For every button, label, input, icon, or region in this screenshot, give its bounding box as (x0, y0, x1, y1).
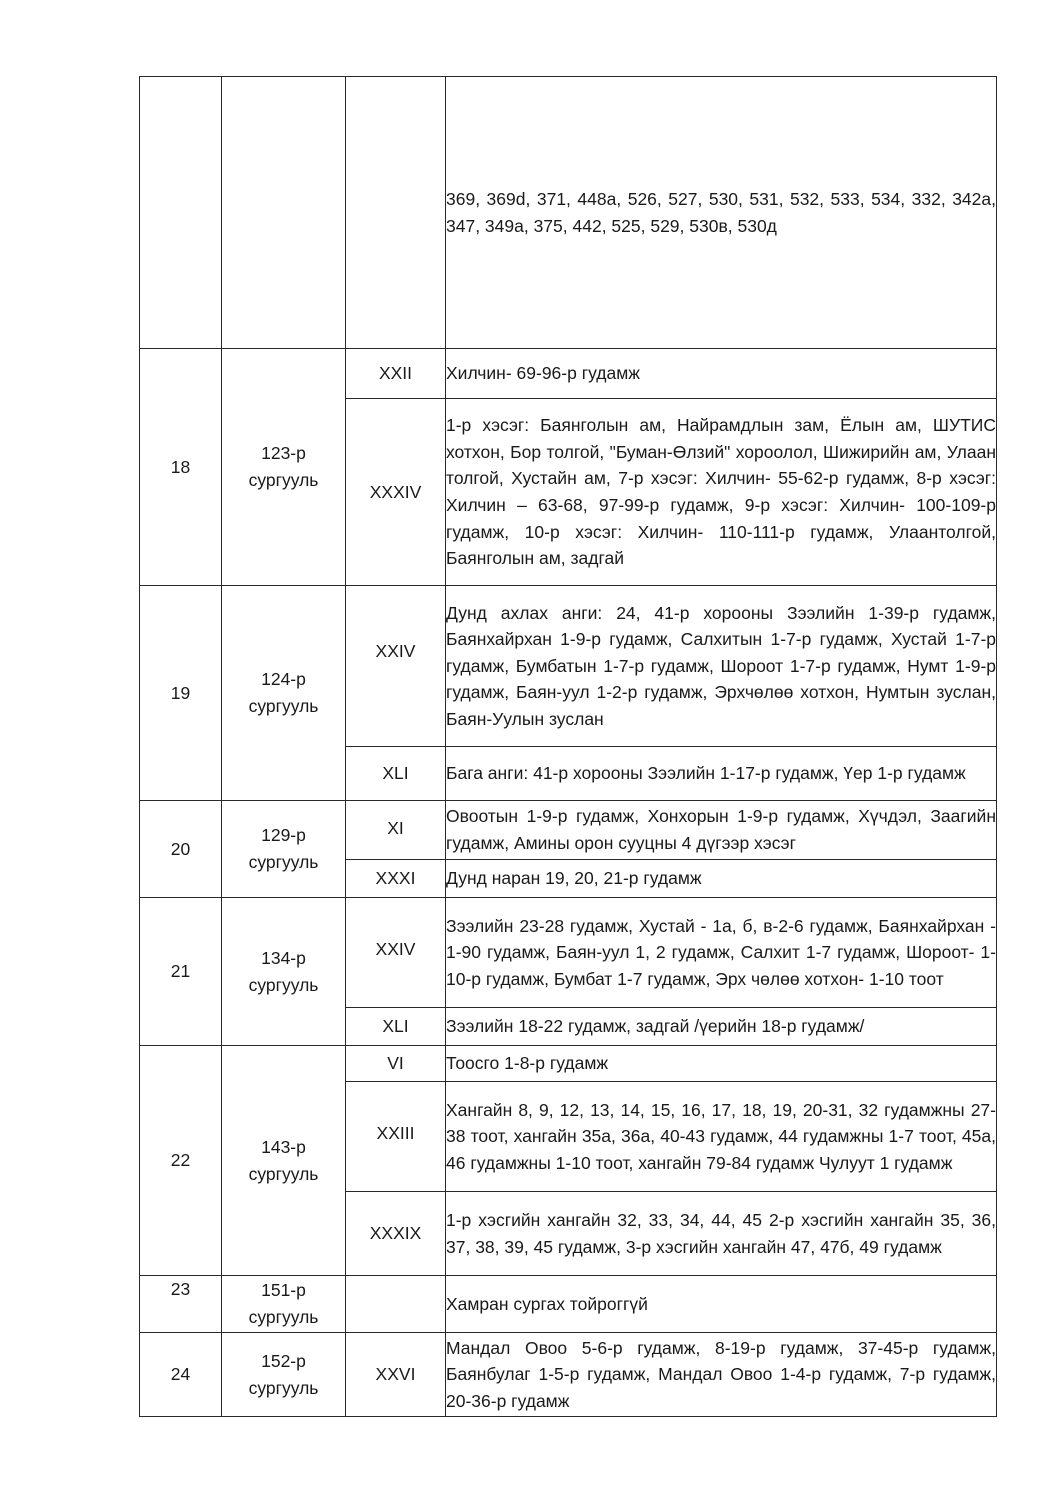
table-row (140, 1333, 997, 1417)
khoroo-number: XLI (346, 1008, 446, 1046)
khoroo-number (346, 1276, 446, 1333)
school-name (222, 586, 346, 801)
khoroo-number: VI (346, 1046, 446, 1082)
address-list: Хилчин- 69-96-р гудамж (446, 349, 997, 399)
table-row (140, 898, 997, 1008)
row-number: 24 (140, 1333, 222, 1417)
address-list: Овоотын 1-9-р гудамж, Хонхорын 1-9-р гудамж, Хүчдэл, Заагийн гудамж, Амины орон сууцны 4 дүгээр хэсэг (446, 801, 997, 860)
address-list: Тоосго 1-8-р гудамж (446, 1046, 997, 1082)
school-word: сургууль (248, 852, 319, 872)
address-list: Дунд ахлах анги: 24, 41-р хорооны Зээлийн 1-39-р гудамж, Баянхайрхан 1-9-р гудамж, Салхитын 1-7-р гудамж, Хустай 1-7-р гудамж, Бумбатын 1-7-р гудамж, Шороот 1-7-р гудамж, Нумт 1-9-р гудамж, Баян-уул 1-2-р гудамж, Эрхчөлөө хотхон, Нумтын зуслан, Баян-Уулын зуслан (446, 586, 997, 747)
khoroo-number: XXXI (346, 860, 446, 898)
address-list: 1-р хэсгийн хангайн 32, 33, 34, 44, 45 2-р хэсгийн хангайн 35, 36, 37, 38, 39, 45 гудамж, 3-р хэсгийн хангайн 47, 47б, 49 гудамж (446, 1192, 997, 1276)
school-number: 129-р (261, 825, 306, 846)
table-row (140, 801, 997, 860)
address-list: Мандал Овоо 5-6-р гудамж, 8-19-р гудамж, 37-45-р гудамж, Баянбулаг 1-5-р гудамж, Мандал Овоо 1-4-р гудамж, 7-р гудамж, 20-36-р гудамж (446, 1333, 997, 1417)
school-word: сургууль (248, 1377, 319, 1398)
khoroo-number: XLI (346, 747, 446, 801)
school-name (222, 349, 346, 586)
row-number: 22 (140, 1046, 222, 1276)
khoroo-number: XXXIV (346, 399, 446, 586)
row-number: 20 (140, 801, 222, 898)
table-row (140, 349, 997, 399)
address-list: Дунд наран 19, 20, 21-р гудамж (446, 860, 997, 898)
address-list: Бага анги: 41-р хорооны Зээлийн 1-17-р гудамж, Үер 1-р гудамж (446, 747, 997, 801)
school-number: 124-р (261, 669, 306, 690)
khoroo-number: XI (346, 801, 446, 860)
school-number: 143-р (261, 1136, 306, 1157)
table-row (140, 1046, 997, 1082)
school-word: сургууль (248, 1163, 319, 1184)
school-number: 152-р (261, 1350, 306, 1371)
school-district-table (139, 76, 997, 1417)
address-list: Хамран сургах тойроггүй (446, 1276, 997, 1333)
row-number: 21 (140, 898, 222, 1046)
address-list: Зээлийн 23-28 гудамж, Хустай - 1а, б, в-2-6 гудамж, Баянхайрхан - 1-90 гудамж, Баян-уул 1, 2 гудамж, Салхит 1-7 гудамж, Шороот- 1-10-р гудамж, Бумбат 1-7 гудамж, Эрх чөлөө хотхон- 1-10 тоот (446, 898, 997, 1008)
school-word: сургууль (248, 1307, 319, 1327)
school-word: сургууль (248, 974, 319, 995)
address-list: 369, 369d, 371, 448а, 526, 527, 530, 531, 532, 533, 534, 332, 342а, 347, 349а, 375, 442, 525, 529, 530в, 530д (446, 77, 997, 349)
school-name (222, 801, 346, 898)
school-number: 123-р (261, 443, 306, 464)
address-list: Хангайн 8, 9, 12, 13, 14, 15, 16, 17, 18, 19, 20-31, 32 гудамжны 27-38 тоот, хангайн 35а, 36а, 40-43 гудамж, 44 гудамжны 1-7 тоот, 45а, 46 гудамжны 1-10 тоот, хангайн 79-84 гудамж Чулуут 1 гудамж (446, 1082, 997, 1192)
row-number (140, 77, 222, 349)
khoroo-number: XXXIX (346, 1192, 446, 1276)
address-list: 1-р хэсэг: Баянголын ам, Найрамдлын зам, Ёлын ам, ШУТИС хотхон, Бор толгой, "Буман-Өлзий" хороолол, Шижирийн ам, Улаан толгой, Хустайн ам, 7-р хэсэг: Хилчин- 55-62-р гудамж, 8-р хэсэг: Хилчин – 63-68, 97-99-р гудамж, 9-р хэсэг: Хилчин- 100-109-р гудамж, 10-р хэсэг: Хилчин- 110-111-р гудамж, Улаантолгой, Баянголын ам, задгай (446, 399, 997, 586)
table-row (140, 1276, 997, 1333)
table-row (140, 77, 997, 349)
khoroo-number: XXIV (346, 586, 446, 747)
khoroo-number: XXIII (346, 1082, 446, 1192)
table-row (140, 586, 997, 747)
row-number: 19 (140, 586, 222, 801)
school-name (222, 1276, 346, 1333)
row-number: 18 (140, 349, 222, 586)
khoroo-number (346, 77, 446, 349)
school-name (222, 898, 346, 1046)
school-word: сургууль (248, 696, 319, 716)
row-number: 23 (140, 1276, 222, 1333)
school-number: 151-р (261, 1280, 306, 1301)
address-list: Зээлийн 18-22 гудамж, задгай /үерийн 18-р гудамж/ (446, 1008, 997, 1046)
khoroo-number: XXIV (346, 898, 446, 1008)
khoroo-number: XXII (346, 349, 446, 399)
school-name (222, 1046, 346, 1276)
school-number: 134-р (261, 947, 306, 968)
school-word: сургууль (248, 470, 319, 490)
school-name (222, 1333, 346, 1417)
school-name (222, 77, 346, 349)
khoroo-number: XXVI (346, 1333, 446, 1417)
